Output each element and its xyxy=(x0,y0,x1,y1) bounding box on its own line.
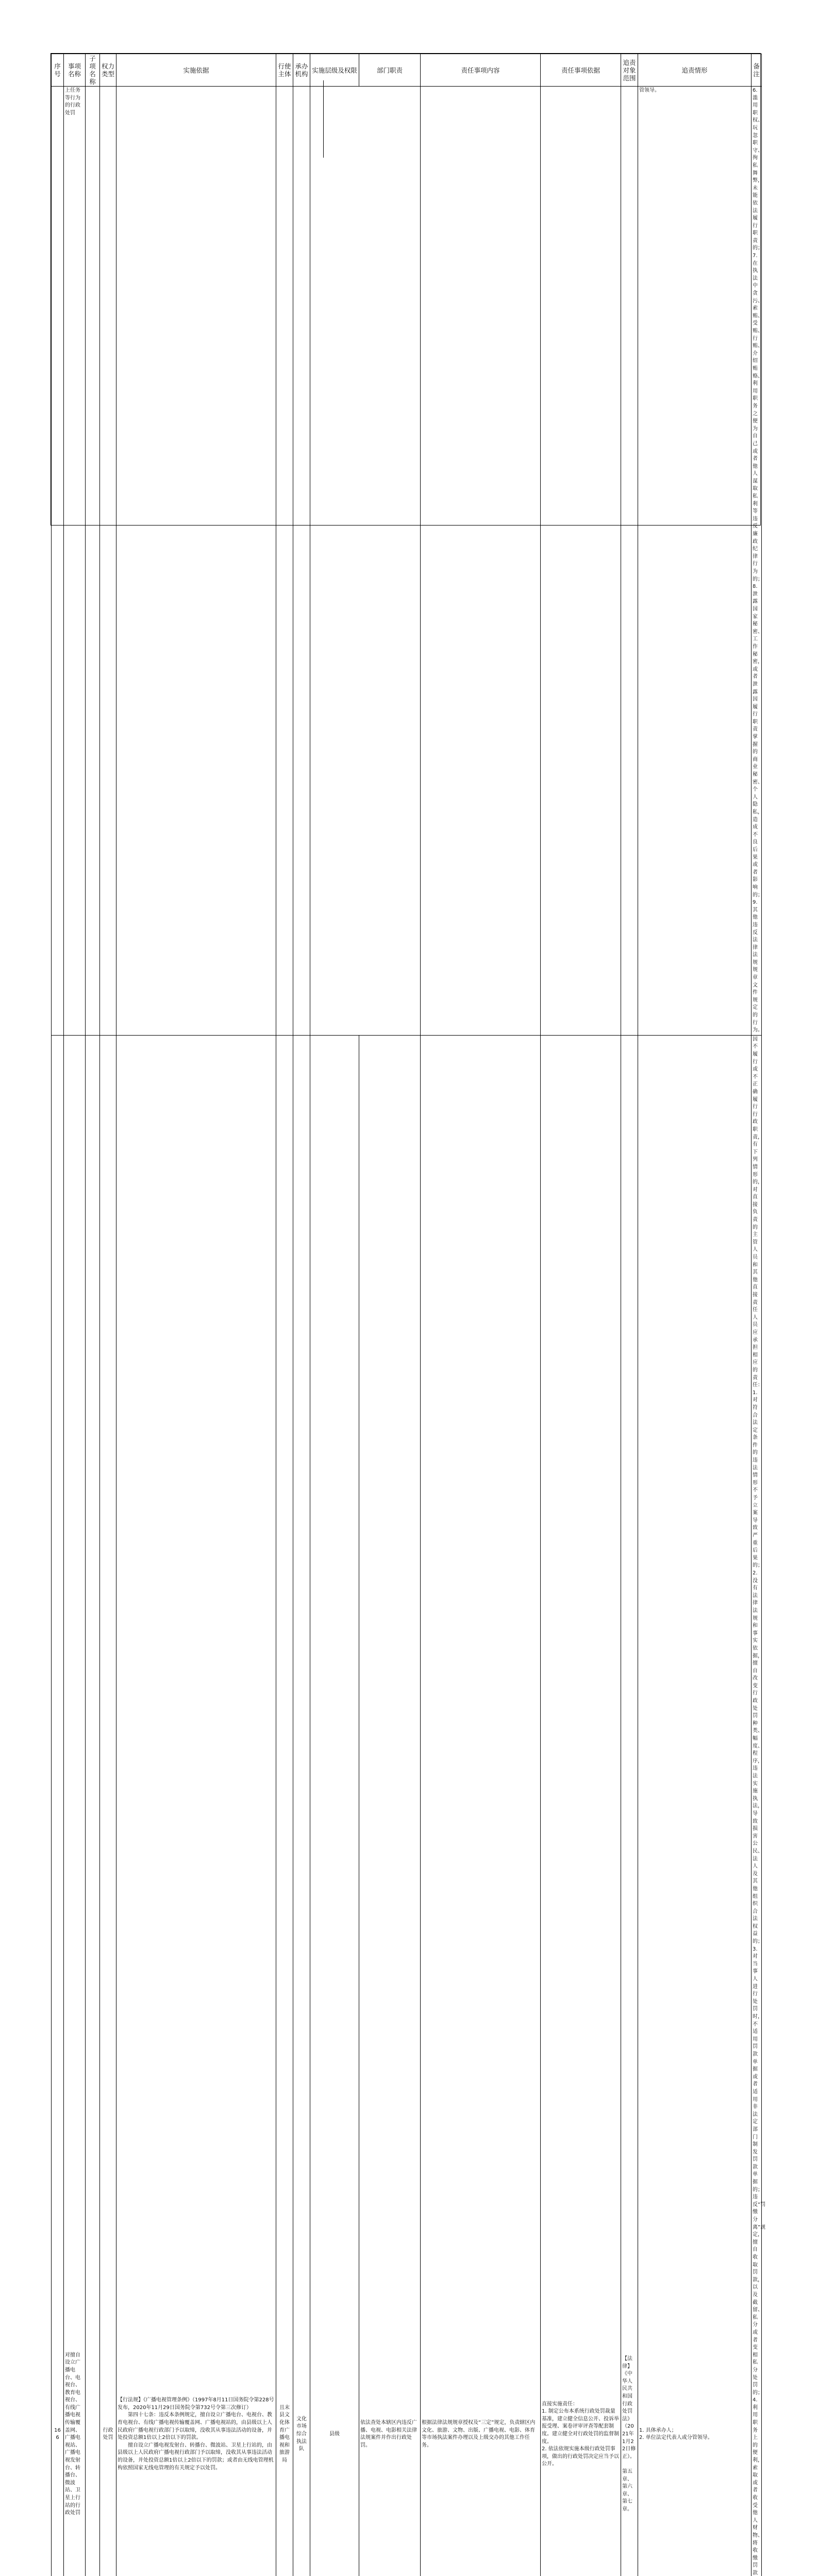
cell-blame: 因不履行或不正确履行行政职责，有下列情形的，对直接负责的主管人员和其他直接责任人员应承担相应的责任： 1. 对符合法定条件的违法情形不予立案导致严重后果的； 2. 没有法律法规和事实依据，擅自改变行政处罚种类、幅度、程序，违法实施执法，导致损害公民、法人及其他组织合法权益的； 3. 对当事人进行处罚时，不适用罚款单据或者适用非法定部门制发罚款单据的；违反“罚缴分离”规定，擅自收取罚款，以及截留、私分或者变相私分处罚的； 4. 利用职务上的便利，索取或者收受他人财物、将收缴罚款 xyxy=(752,1035,762,2576)
cell-blame: 6. 滥用职权、玩忽职守、徇私舞弊，未能依法履行职责的； 7. 在执法中贪污、索贿、受贿、行贿、介绍贿赂、利用职务之便为自己或者他人谋取私利等违反廉政纪律行为的； 8. 泄露国家秘密、工作秘密，或者泄露因履行职责掌握的商业秘密、个人隐私，造成不良后果或者影响的； 9. 其他违反法律法规规章文件规定的行为。 xyxy=(752,87,762,1036)
cell-agency xyxy=(293,87,310,1036)
header-subject: 行使主体 xyxy=(276,54,293,87)
cell-agency: 文化市场综合执法队 xyxy=(293,1035,310,2576)
header-item-name: 事项名称 xyxy=(64,54,86,87)
cell-sub-name xyxy=(86,1035,100,2576)
cell-dep-basis: 【法律】《中华人民共和国行政处罚法》（2021年1月22日修正）。 第五章、第六章、第七章。 xyxy=(621,1035,638,2576)
cell-dep-basis xyxy=(621,87,638,1036)
header-row xyxy=(52,54,762,87)
header-dep-basis: 责任事项依据 xyxy=(541,54,621,87)
cell-scope: 管领导。 xyxy=(638,87,752,1036)
cell-content: 直接实施责任： 1. 制定公布本系统行政处罚裁量基准，建立健全信息公开、投诉举报受理、案卷评审评查等配套制度。建立健全对行政处罚的监督制度。 2. 依法依规实施本级行政处罚事项，做出的行政处罚决定应当予以公开。 xyxy=(541,1035,621,2576)
cell-level: 县级 xyxy=(310,1035,359,2576)
header-level: 实施层级及权限 xyxy=(310,54,359,87)
cell-sub-name xyxy=(86,87,100,1036)
table-row-continued xyxy=(52,87,762,1036)
header-scope: 追责对象范围 xyxy=(621,54,638,87)
header-duty: 部门职责 xyxy=(359,54,421,87)
cell-basis xyxy=(116,87,276,1036)
cell-content xyxy=(541,87,621,1036)
header-no: 序号 xyxy=(52,54,64,87)
responsibility-table xyxy=(51,54,766,2576)
header-agency: 承办机构 xyxy=(293,54,310,87)
cell-item-name: 上任务等行为的行政处罚 xyxy=(64,87,86,1036)
cell-duty: 根据法律法规规章授权及“三定”规定，负责辖区内文化、旅游、文物、出版、广播电视、电影、体育等市场执法案件办理以及上级交办的其他工作任务。 xyxy=(421,1035,541,2576)
cell-level xyxy=(310,87,421,1036)
cell-no xyxy=(52,87,64,1036)
level-divider-line xyxy=(323,80,324,158)
header-content: 责任事项内容 xyxy=(421,54,541,87)
cell-duty xyxy=(421,87,541,1036)
cell-no: 166 xyxy=(52,1035,64,2576)
cell-power-type: 行政处罚 xyxy=(100,1035,116,2576)
responsibility-table-sheet xyxy=(51,53,766,2576)
header-note: 备注 xyxy=(752,54,762,87)
cell-authority: 依法查处本辖区内违反广播、电视、电影相关法律法规案件并作出行政处罚。 xyxy=(359,1035,421,2576)
header-power-type: 权力类型 xyxy=(100,54,116,87)
header-blame: 追责情形 xyxy=(638,54,752,87)
cell-item-name: 对擅自设立广播电台、电视台、教育电视台、有线广播电视传输覆盖网、广播电视站、广播电视发射台、转播台、微波站、卫星上行站的行政处罚 xyxy=(64,1035,86,2576)
header-sub-name: 子项名称 xyxy=(86,54,100,87)
cell-scope: 1. 具体承办人； 2. 单位法定代表人或分管领导。 xyxy=(638,1035,752,2576)
cell-basis: 【行法规】《广播电视管理条例》（1997年8月11日国务院令第228号发布，2020年11月29日国务院令第732号令第三次修订） 第四十七条：违反本条例规定，擅自设立广播电台、电视台、教育电视台、有线广播电视传输覆盖网、广播电视站的，由县级以上人民政府广播电视行政部门予以取缔，没收其从事违法活动的设备，并处投资总额1倍以上2倍以下的罚款。 擅自设立广播电视发射台、转播台、微波站、卫星上行站的，由县级以上人民政府广播电视行政部门予以取缔，没收其从事违法活动的设备，并处投资总额1倍以上2倍以下的罚款；或者由无线电管理机构依照国家无线电管理的有关规定予以处罚。 xyxy=(116,1035,276,2576)
cell-subject xyxy=(276,87,293,1036)
table-row xyxy=(52,1035,762,2576)
cell-power-type xyxy=(100,87,116,1036)
cell-subject: 且末县文化体育广播电视和旅游局 xyxy=(276,1035,293,2576)
header-basis: 实施依据 xyxy=(116,54,276,87)
